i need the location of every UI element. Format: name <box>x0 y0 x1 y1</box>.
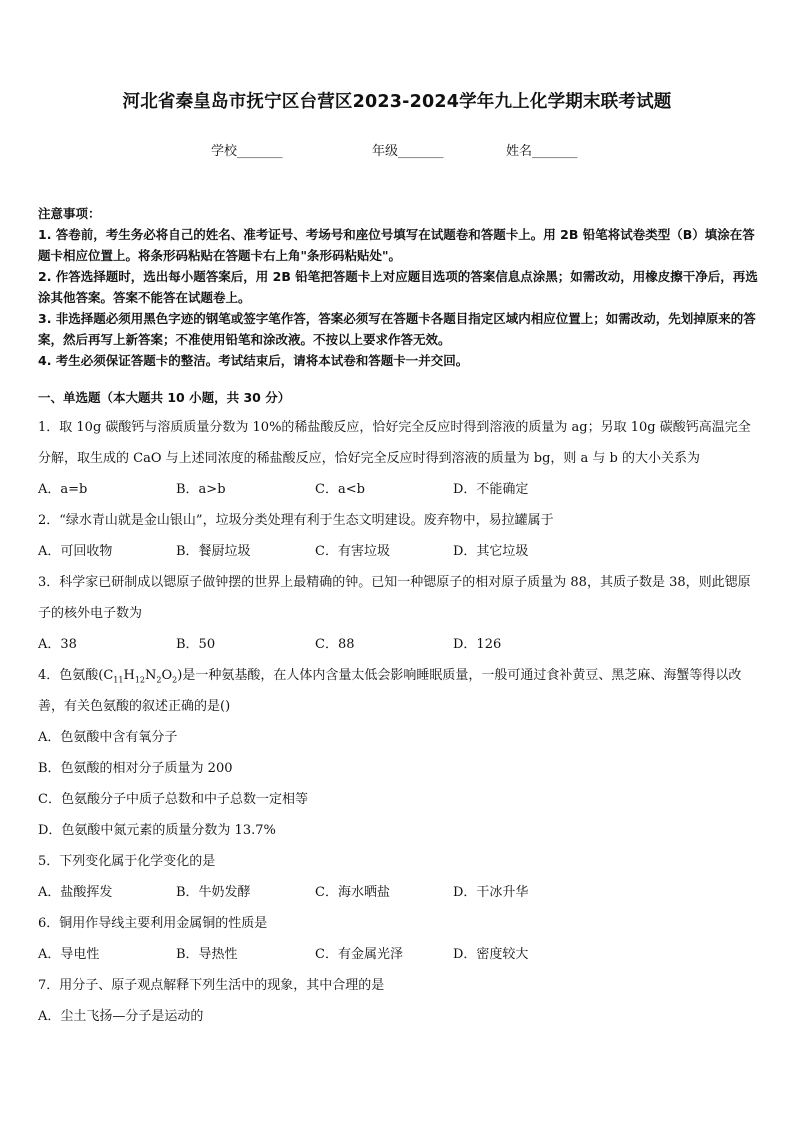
name-field: 姓名_______ <box>506 144 578 159</box>
question-1-option-c: C．a<b <box>315 482 365 497</box>
question-7-stem: 7．用分子、原子观点解释下列生活中的现象，其中合理的是 <box>38 978 385 993</box>
question-3-option-c: C．88 <box>315 637 355 652</box>
question-1-option-a: A．a=b <box>38 482 88 497</box>
question-5-stem: 5．下列变化属于化学变化的是 <box>38 854 216 869</box>
question-3-stem: 3．科学家已研制成以锶原子做钟摆的世界上最精确的钟。已知一种锶原子的相对原子质量为 88，其质子数是 38，则此锶原子的核外电子数为 <box>38 575 751 621</box>
question-6-option-b: B．导热性 <box>176 947 238 962</box>
question-6-stem: 6．铜用作导线主要利用金属铜的性质是 <box>38 916 268 931</box>
formula-element: H <box>123 668 135 683</box>
question-7-option-a: A．尘土飞扬—分子是运动的 <box>38 1009 204 1024</box>
formula-subscript: 2 <box>172 675 178 685</box>
notice-item-4: 4. 考生必须保证答题卡的整洁。考试结束后，请将本试卷和答题卡一并交回。 <box>38 353 469 368</box>
question-2-option-b: B．餐厨垃圾 <box>176 544 251 559</box>
question-2-stem: 2．“绿水青山就是金山银山”，垃圾分类处理有利于生态文明建设。废弃物中，易拉罐属于 <box>38 513 554 528</box>
section-title: 一、单选题（本大题共 10 小题，共 30 分） <box>38 390 291 405</box>
notice-heading: 注意事项： <box>38 206 101 221</box>
question-6-option-c: C．有金属光泽 <box>315 947 403 962</box>
formula-element: O <box>161 668 173 683</box>
question-3-options <box>38 629 760 660</box>
question-4-option-d: D．色氨酸中氮元素的质量分数为 13.7% <box>38 823 276 838</box>
question-6-options <box>38 939 760 970</box>
formula-subscript: 12 <box>134 675 146 685</box>
question-1-stem: 1．取 10g 碳酸钙与溶质质量分数为 10%的稀盐酸反应，恰好完全反应时得到溶液的质量为 ag；另取 10g 碳酸钙高温完全分解，取生成的 CaO 与上述同浓度的稀盐酸反应，恰好完全反应时得到溶液的质量为 bg，则 a 与 b 的大小关系为 <box>38 420 751 466</box>
question-3-option-a: A．38 <box>38 637 77 652</box>
question-4-stem-end: )是一种氨基酸，在人体内含量太低会影响睡眠质量，一般可通过食补黄豆、黑芝麻、海蟹等得以改善，有关色氨酸的叙述正确的是() <box>38 668 742 714</box>
student-info-row <box>0 140 794 160</box>
grade-field: 年级_______ <box>372 144 444 159</box>
question-2-option-c: C．有害垃圾 <box>315 544 390 559</box>
question-1-option-b: B．a>b <box>176 482 226 497</box>
question-4-option-a: A．色氨酸中含有氧分子 <box>38 730 178 745</box>
question-4-stem <box>38 660 760 722</box>
question-list <box>38 412 760 1032</box>
notice-item-2: 2. 作答选择题时，选出每小题答案后，用 2B 铅笔把答题卡上对应题目选项的答案信息点涂黑；如需改动，用橡皮擦干净后，再选涂其他答案。答案不能答在试题卷上。 <box>38 269 758 305</box>
page-title: 河北省秦皇岛市抚宁区台营区2023-2024学年九上化学期末联考试题 <box>122 92 672 112</box>
question-2-options <box>38 536 760 567</box>
question-2-option-a: A．可回收物 <box>38 544 113 559</box>
school-field: 学校_______ <box>211 144 283 159</box>
question-6-option-a: A．导电性 <box>38 947 100 962</box>
question-4-option-c: C．色氨酸分子中质子总数和中子总数一定相等 <box>38 792 308 807</box>
question-3-option-d: D．126 <box>453 637 502 652</box>
question-5-options <box>38 877 760 908</box>
question-1-options <box>38 474 760 505</box>
question-4-option-b: B．色氨酸的相对分子质量为 200 <box>38 761 233 776</box>
notice-item-3: 3. 非选择题必须用黑色字迹的钢笔或签字笔作答，答案必须写在答题卡各题目指定区域内相应位置上；如需改动，先划掉原来的答案，然后再写上新答案；不准使用铅笔和涂改液。不按以上要求作答无效。 <box>38 311 756 347</box>
formula-element: N <box>145 668 157 683</box>
question-5-option-d: D．干冰升华 <box>453 885 529 900</box>
question-6-option-d: D．密度较大 <box>453 947 529 962</box>
notice-item-1: 1. 答卷前，考生务必将自己的姓名、准考证号、考场号和座位号填写在试题卷和答题卡上。用 2B 铅笔将试卷类型（B）填涂在答题卡相应位置上。将条形码粘贴在答题卡右上角"条形码粘贴处"。 <box>38 227 755 263</box>
question-5-option-b: B．牛奶发酵 <box>176 885 251 900</box>
question-2-option-d: D．其它垃圾 <box>453 544 529 559</box>
formula-subscript: 2 <box>156 675 162 685</box>
question-5-option-c: C．海水晒盐 <box>315 885 390 900</box>
question-1-option-d: D．不能确定 <box>453 482 529 497</box>
question-5-option-a: A．盐酸挥发 <box>38 885 113 900</box>
notice-block <box>38 203 760 371</box>
question-3-option-b: B．50 <box>176 637 216 652</box>
formula-subscript: 11 <box>113 675 124 685</box>
question-4-stem-start: 4．色氨酸(C <box>38 668 114 683</box>
